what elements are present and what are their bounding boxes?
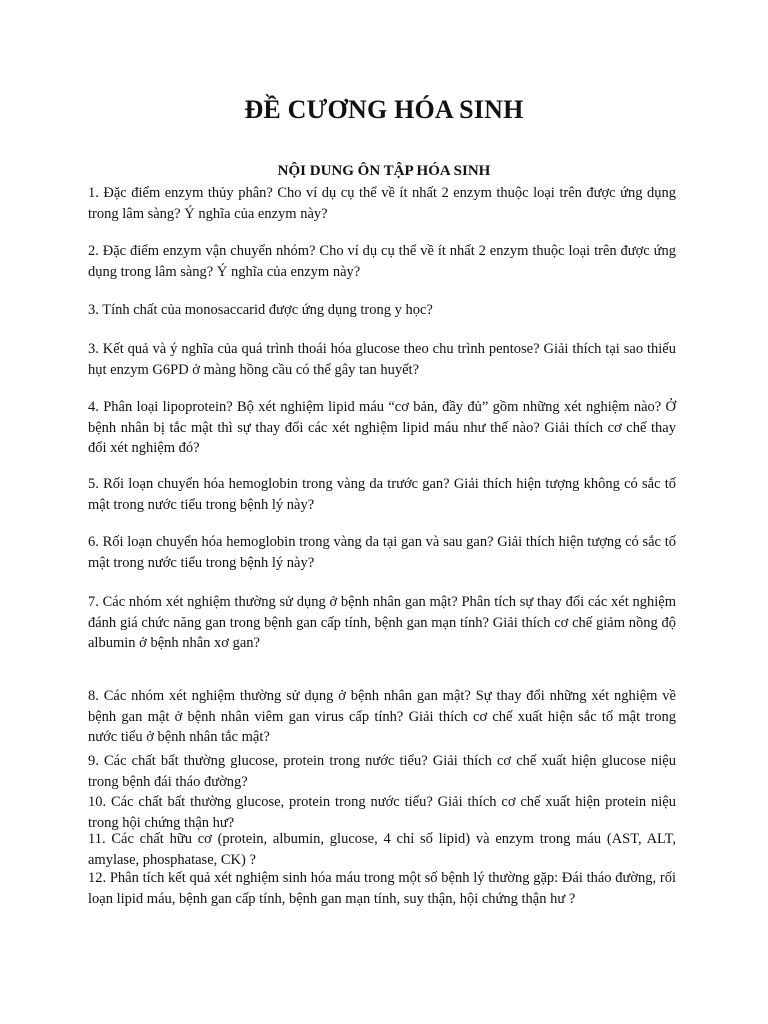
question-12: 12. Phân tích kết quả xét nghiệm sinh hóa máu trong một số bệnh lý thường gặp: Đái tháo đường, rối loạn lipid máu, bệnh gan cấp tính, bệnh gan mạn tính, suy thận, hội chứng thận hư ?: [88, 870, 676, 907]
question-10: 10. Các chất bất thường glucose, protein trong nước tiểu? Giải thích cơ chế xuất hiện protein niệu trong hội chứng thận hư?: [88, 794, 676, 831]
question-8: 8. Các nhóm xét nghiệm thường sử dụng ở bệnh nhân gan mật? Sự thay đổi những xét nghiệm về bệnh gan mật ở bệnh nhân viêm gan virus cấp tính? Giải thích cơ chế xuất hiện sắc tố mật trong nước tiểu ở bệnh nhân tắc mật?: [88, 688, 676, 745]
question-6: 6. Rối loạn chuyển hóa hemoglobin trong vàng da tại gan và sau gan? Giải thích hiện tượng có sắc tố mật trong nước tiểu trong bệnh lý này?: [88, 534, 676, 571]
question-3b: 3. Kết quả và ý nghĩa của quá trình thoái hóa glucose theo chu trình pentose? Giải thích tại sao thiếu hụt enzym G6PD ở màng hồng cầu có thể gây tan huyết?: [88, 341, 676, 378]
page-title: ĐỀ CƯƠNG HÓA SINH: [244, 95, 524, 124]
question-4: 4. Phân loại lipoprotein? Bộ xét nghiệm lipid máu “cơ bản, đầy đủ” gồm những xét nghiệm nào? Ở bệnh nhân bị tắc mật thì sự thay đổi các xét nghiệm lipid máu như thế nào? Giải thích cơ chế thay đổi xét nghiệm đó?: [88, 399, 676, 456]
question-7: 7. Các nhóm xét nghiệm thường sử dụng ở bệnh nhân gan mật? Phân tích sự thay đổi các xét nghiệm đánh giá chức năng gan trong bệnh gan cấp tính, bệnh gan mạn tính? Giải thích cơ chế giảm nồng độ albumin ở bệnh nhân xơ gan?: [88, 594, 676, 651]
section-subtitle: NỘI DUNG ÔN TẬP HÓA SINH: [277, 163, 491, 179]
question-1: 1. Đặc điểm enzym thủy phân? Cho ví dụ cụ thể về ít nhất 2 enzym thuộc loại trên được ứng dụng trong lâm sàng? Ý nghĩa của enzym này?: [88, 185, 676, 222]
question-11: 11. Các chất hữu cơ (protein, albumin, glucose, 4 chỉ số lipid) và enzym trong máu (AST, ALT, amylase, phosphatase, CK) ?: [88, 831, 676, 868]
question-2: 2. Đặc điểm enzym vận chuyển nhóm? Cho ví dụ cụ thể về ít nhất 2 enzym thuộc loại trên được ứng dụng trong lâm sàng? Ý nghĩa của enzym này?: [88, 243, 676, 280]
question-3a: 3. Tính chất của monosaccarid được ứng dụng trong y học?: [88, 302, 433, 318]
question-5: 5. Rối loạn chuyển hóa hemoglobin trong vàng da trước gan? Giải thích hiện tượng không có sắc tố mật trong nước tiểu trong bệnh lý này?: [88, 476, 676, 513]
question-9: 9. Các chất bất thường glucose, protein trong nước tiểu? Giải thích cơ chế xuất hiện glucose niệu trong bệnh đái tháo đường?: [88, 753, 676, 790]
